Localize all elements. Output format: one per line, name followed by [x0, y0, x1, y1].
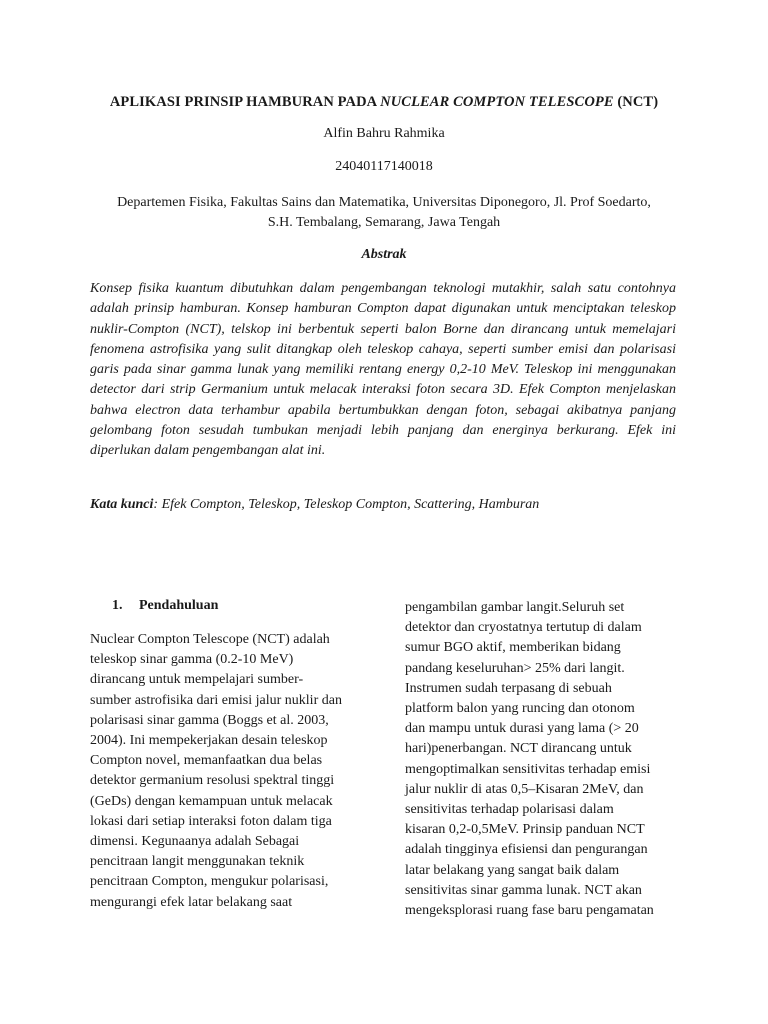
paragraph-line: sumber astrofisika dari emisi jalur nuklir dan — [90, 692, 342, 708]
title-prefix: APLIKASI PRINSIP HAMBURAN PADA — [109, 94, 381, 110]
paragraph-line: sensitivitas sinar gamma lunak. NCT akan — [405, 882, 642, 898]
paragraph-line: pencitraan langit menggunakan teknik — [90, 854, 305, 870]
paragraph-line: (GeDs) dengan kemampuan untuk melacak — [90, 793, 333, 809]
title-suffix: (NCT) — [613, 94, 659, 110]
paragraph-line: 2004). Ini mempekerjakan desain teleskop — [90, 733, 328, 749]
paragraph-line: mengeksplorasi ruang fase baru pengamatan — [405, 903, 654, 919]
student-id: 24040117140018 — [335, 159, 433, 174]
paper-title — [0, 94, 768, 111]
paragraph-line: pengambilan gambar langit.Seluruh set — [405, 600, 625, 615]
paragraph-line: pandang keseluruhan> 25% dari langit. — [405, 660, 625, 676]
paragraph-line: hari)penerbangan. NCT dirancang untuk — [405, 741, 632, 757]
paragraph-line: kisaran 0,2-0,5MeV. Prinsip panduan NCT — [405, 822, 645, 838]
paragraph-line: Nuclear Compton Telescope (NCT) adalah — [90, 632, 330, 647]
section-title: Pendahuluan — [139, 598, 219, 613]
abstract-body: Konsep fisika kuantum dibutuhkan dalam pengembangan teknologi mutakhir, salah satu contohnya adalah prinsip hamburan. Konsep hamburan Compton dapat digunakan untuk menciptakan teleskop nuklir-Compton (NCT), telskop ini berbentuk seperti balon Borne dan dirancang untuk memelajari fenomena astrofisika yang sulit ditangkap oleh teleskop cahaya, seperti sumber emisi dan polarisasi garis pada sinar gamma lunak yang memiliki rentang energy 0,2-10 MeV. Teleskop ini menggunakan detector dari strip Germanium untuk melacak interaksi foton secara 3D. Efek Compton menjelaskan bahwa electron data terhambur apabila bertumbukkan dengan foton, sebagai akibatnya panjang gelombang foton sesudah tumbukan menjadi lebih panjang dan energinya berkurang. Efek ini diperlukan dalam pengembangan alat ini. — [90, 281, 676, 459]
paragraph-line: pencitraan Compton, mengukur polarisasi, — [90, 874, 329, 890]
paragraph-line: latar belakang yang sangat baik dalam — [405, 862, 620, 878]
paragraph-line: Compton novel, memanfaatkan dua belas — [90, 753, 323, 769]
affiliation-line-1: Departemen Fisika, Fakultas Sains dan Matematika, Universitas Diponegoro, Jl. Prof Soedarto, — [117, 195, 651, 210]
affiliation — [0, 193, 768, 233]
paragraph-line: sensitivitas terhadap polarisasi dalam — [405, 802, 614, 818]
paragraph-line: Instrumen sudah terpasang di sebuah — [405, 680, 612, 696]
paragraph-line: dirancang untuk mempelajari sumber- — [90, 672, 304, 688]
section-number: 1. — [112, 598, 123, 613]
paragraph-line: dimensi. Kegunaanya adalah Sebagai — [90, 834, 300, 850]
keywords — [90, 497, 690, 513]
paragraph-line: lokasi dari setiap interaksi foton dalam tiga — [90, 813, 332, 829]
paragraph-line: dan mampu untuk durasi yang lama (> 20 — [405, 721, 639, 737]
right-column-text — [405, 598, 690, 921]
affiliation-line-2: S.H. Tembalang, Semarang, Jawa Tengah — [267, 215, 501, 230]
keywords-label: Kata kunci — [90, 497, 154, 512]
author-name: Alfin Bahru Rahmika — [323, 126, 445, 141]
abstract-heading: Abstrak — [361, 247, 407, 262]
keywords-text: : Efek Compton, Teleskop, Teleskop Compton, Scattering, Hamburan — [153, 497, 540, 512]
paragraph-line: polarisasi sinar gamma (Boggs et al. 2003, — [90, 712, 329, 728]
paragraph-line: mengurangi efek latar belakang saat — [90, 894, 293, 910]
paragraph-line: detektor germanium resolusi spektral tinggi — [90, 773, 335, 789]
section-heading-introduction — [112, 598, 218, 614]
paragraph-line: teleskop sinar gamma (0.2-10 MeV) — [90, 652, 294, 668]
paragraph-line: adalah tingginya efisiensi dan pengurangan — [405, 842, 648, 858]
paragraph-line: sumur BGO aktif, memberikan bidang — [405, 640, 621, 656]
title-italic: NUCLEAR COMPTON TELESCOPE — [380, 94, 614, 110]
paragraph-line: mengoptimalkan sensitivitas terhadap emisi — [405, 761, 651, 777]
paragraph-line: detektor dan cryostatnya tertutup di dalam — [405, 620, 642, 636]
paragraph-line: jalur nuklir di atas 0,5–Kisaran 2MeV, dan — [405, 781, 644, 797]
left-column-text — [90, 630, 375, 913]
paragraph-line: platform balon yang runcing dan otonom — [405, 701, 635, 717]
